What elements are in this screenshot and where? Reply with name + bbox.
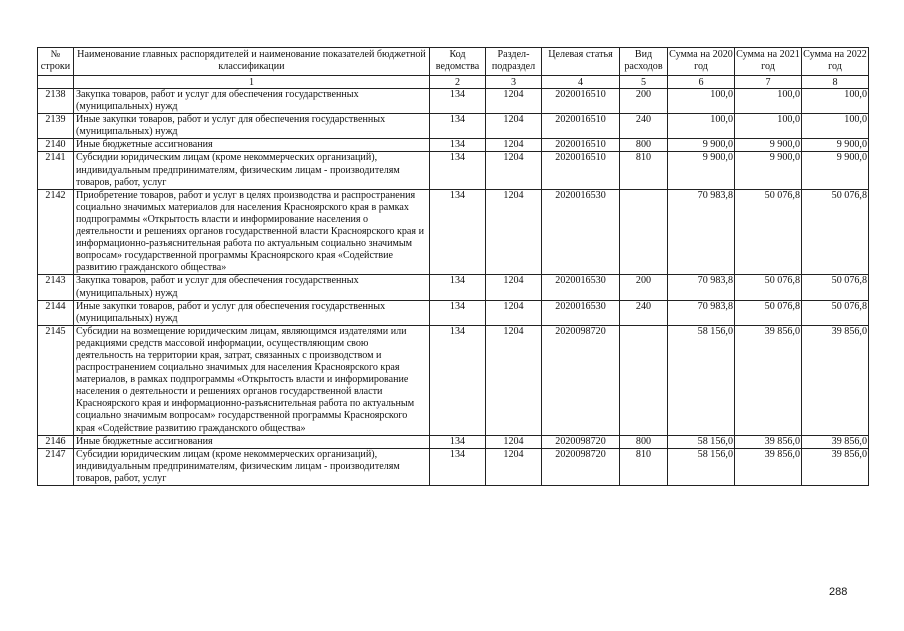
row-target-article: 2020098720 — [542, 325, 620, 435]
header-target-article: Целевая статья — [542, 48, 620, 76]
row-dept-code: 134 — [430, 275, 486, 300]
row-number: 2143 — [38, 275, 74, 300]
table-row — [38, 152, 869, 189]
row-sum-2021: 9 900,0 — [735, 152, 802, 189]
row-sum-2021: 100,0 — [735, 89, 802, 114]
header-name: Наименование главных распорядителей и наименование показателей бюджетной классификации — [74, 48, 430, 76]
row-expense-type: 200 — [620, 89, 668, 114]
page-number: 288 — [829, 586, 848, 598]
row-number: 2138 — [38, 89, 74, 114]
row-name: Иные закупки товаров, работ и услуг для обеспечения государственных (муниципальных) нужд — [74, 114, 430, 139]
row-name: Субсидии юридическим лицам (кроме некоммерческих организаций), индивидуальным предпринимателям, физическим лицам - производителям товаров, работ, услуг — [74, 448, 430, 485]
row-expense-type: 240 — [620, 114, 668, 139]
budget-table — [37, 47, 869, 486]
row-target-article: 2020016510 — [542, 139, 620, 152]
row-sum-2022: 39 856,0 — [802, 448, 869, 485]
row-target-article: 2020016510 — [542, 114, 620, 139]
row-section: 1204 — [486, 448, 542, 485]
row-number: 2144 — [38, 300, 74, 325]
row-sum-2021: 100,0 — [735, 114, 802, 139]
row-sum-2020: 58 156,0 — [668, 448, 735, 485]
row-name: Иные бюджетные ассигнования — [74, 139, 430, 152]
row-target-article: 2020016510 — [542, 152, 620, 189]
row-section: 1204 — [486, 300, 542, 325]
row-sum-2022: 39 856,0 — [802, 435, 869, 448]
row-number: 2146 — [38, 435, 74, 448]
row-sum-2022: 100,0 — [802, 114, 869, 139]
row-name: Субсидии на возмещение юридическим лицам, являющимся издателями или редакциями средств массовой информации, осуществляющим свою деятельность на территории края, затрат, связанных с производством и распространением социально значимых для населения Красноярского края материалов, в рамках подпрограммы «Открытость власти и информирование населения о деятельности и решениях органов государственной власти Красноярского края и информационно-разъяснительная работа по актуальным социально значимым вопросам» государственной программы Красноярского края «Содействие развитию гражданского общества» — [74, 325, 430, 435]
row-sum-2021: 50 076,8 — [735, 300, 802, 325]
row-section: 1204 — [486, 189, 542, 275]
row-section: 1204 — [486, 139, 542, 152]
row-name: Закупка товаров, работ и услуг для обеспечения государственных (муниципальных) нужд — [74, 89, 430, 114]
row-section: 1204 — [486, 435, 542, 448]
row-dept-code: 134 — [430, 325, 486, 435]
row-number: 2141 — [38, 152, 74, 189]
table-body — [38, 89, 869, 486]
row-number: 2147 — [38, 448, 74, 485]
column-number: 3 — [486, 76, 542, 89]
column-number: 2 — [430, 76, 486, 89]
row-expense-type — [620, 325, 668, 435]
budget-table-container — [37, 47, 868, 486]
column-number: 8 — [802, 76, 869, 89]
row-sum-2022: 39 856,0 — [802, 325, 869, 435]
row-name: Приобретение товаров, работ и услуг в целях производства и распространения социально значимых материалов для населения Красноярского края в рамках подпрограммы «Открытость власти и информирование населения о деятельности и решениях органов государственной власти Красноярского края и информационно-разъяснительная работа по актуальным социально значимым вопросам» государственной программы Красноярского края «Содействие развитию гражданского общества» — [74, 189, 430, 275]
row-sum-2020: 100,0 — [668, 114, 735, 139]
row-section: 1204 — [486, 275, 542, 300]
row-dept-code: 134 — [430, 152, 486, 189]
row-dept-code: 134 — [430, 435, 486, 448]
table-row — [38, 435, 869, 448]
header-sum-2022: Сумма на 2022 год — [802, 48, 869, 76]
row-sum-2022: 50 076,8 — [802, 189, 869, 275]
table-row — [38, 325, 869, 435]
row-sum-2021: 50 076,8 — [735, 275, 802, 300]
column-number: 4 — [542, 76, 620, 89]
column-number-row — [38, 76, 869, 89]
row-expense-type: 200 — [620, 275, 668, 300]
table-row — [38, 139, 869, 152]
row-name: Субсидии юридическим лицам (кроме некоммерческих организаций), индивидуальным предпринимателям, физическим лицам - производителям товаров, работ, услуг — [74, 152, 430, 189]
row-sum-2020: 58 156,0 — [668, 435, 735, 448]
row-sum-2021: 9 900,0 — [735, 139, 802, 152]
table-row — [38, 448, 869, 485]
row-section: 1204 — [486, 325, 542, 435]
header-expense-type: Вид расходов — [620, 48, 668, 76]
table-row — [38, 300, 869, 325]
row-number: 2140 — [38, 139, 74, 152]
row-sum-2020: 9 900,0 — [668, 152, 735, 189]
row-expense-type: 810 — [620, 448, 668, 485]
column-number: 5 — [620, 76, 668, 89]
row-sum-2022: 50 076,8 — [802, 300, 869, 325]
header-row — [38, 48, 869, 76]
row-sum-2022: 9 900,0 — [802, 152, 869, 189]
row-sum-2022: 100,0 — [802, 89, 869, 114]
column-number — [38, 76, 74, 89]
row-expense-type: 240 — [620, 300, 668, 325]
row-number: 2139 — [38, 114, 74, 139]
row-target-article: 2020098720 — [542, 448, 620, 485]
row-dept-code: 134 — [430, 89, 486, 114]
row-section: 1204 — [486, 114, 542, 139]
row-name: Закупка товаров, работ и услуг для обеспечения государственных (муниципальных) нужд — [74, 275, 430, 300]
row-number: 2145 — [38, 325, 74, 435]
row-sum-2021: 39 856,0 — [735, 435, 802, 448]
row-target-article: 2020016510 — [542, 89, 620, 114]
row-sum-2022: 50 076,8 — [802, 275, 869, 300]
row-dept-code: 134 — [430, 189, 486, 275]
row-dept-code: 134 — [430, 114, 486, 139]
row-sum-2020: 58 156,0 — [668, 325, 735, 435]
column-number: 1 — [74, 76, 430, 89]
column-number: 7 — [735, 76, 802, 89]
row-number: 2142 — [38, 189, 74, 275]
row-section: 1204 — [486, 152, 542, 189]
row-sum-2020: 70 983,8 — [668, 300, 735, 325]
row-sum-2020: 9 900,0 — [668, 139, 735, 152]
row-dept-code: 134 — [430, 448, 486, 485]
header-section: Раздел-подраздел — [486, 48, 542, 76]
table-row — [38, 275, 869, 300]
row-target-article: 2020016530 — [542, 275, 620, 300]
row-section: 1204 — [486, 89, 542, 114]
row-dept-code: 134 — [430, 139, 486, 152]
row-sum-2020: 70 983,8 — [668, 189, 735, 275]
row-sum-2021: 39 856,0 — [735, 448, 802, 485]
table-row — [38, 189, 869, 275]
row-target-article: 2020098720 — [542, 435, 620, 448]
column-number: 6 — [668, 76, 735, 89]
row-name: Иные закупки товаров, работ и услуг для обеспечения государственных (муниципальных) нужд — [74, 300, 430, 325]
header-sum-2021: Сумма на 2021 год — [735, 48, 802, 76]
row-expense-type: 810 — [620, 152, 668, 189]
table-header — [38, 48, 869, 89]
header-sum-2020: Сумма на 2020 год — [668, 48, 735, 76]
row-expense-type: 800 — [620, 139, 668, 152]
row-expense-type — [620, 189, 668, 275]
row-target-article: 2020016530 — [542, 300, 620, 325]
row-name: Иные бюджетные ассигнования — [74, 435, 430, 448]
row-expense-type: 800 — [620, 435, 668, 448]
table-row — [38, 114, 869, 139]
header-dept-code: Код ведомства — [430, 48, 486, 76]
header-row-no: № строки — [38, 48, 74, 76]
row-sum-2021: 39 856,0 — [735, 325, 802, 435]
row-sum-2022: 9 900,0 — [802, 139, 869, 152]
row-dept-code: 134 — [430, 300, 486, 325]
row-sum-2021: 50 076,8 — [735, 189, 802, 275]
row-target-article: 2020016530 — [542, 189, 620, 275]
row-sum-2020: 100,0 — [668, 89, 735, 114]
table-row — [38, 89, 869, 114]
row-sum-2020: 70 983,8 — [668, 275, 735, 300]
